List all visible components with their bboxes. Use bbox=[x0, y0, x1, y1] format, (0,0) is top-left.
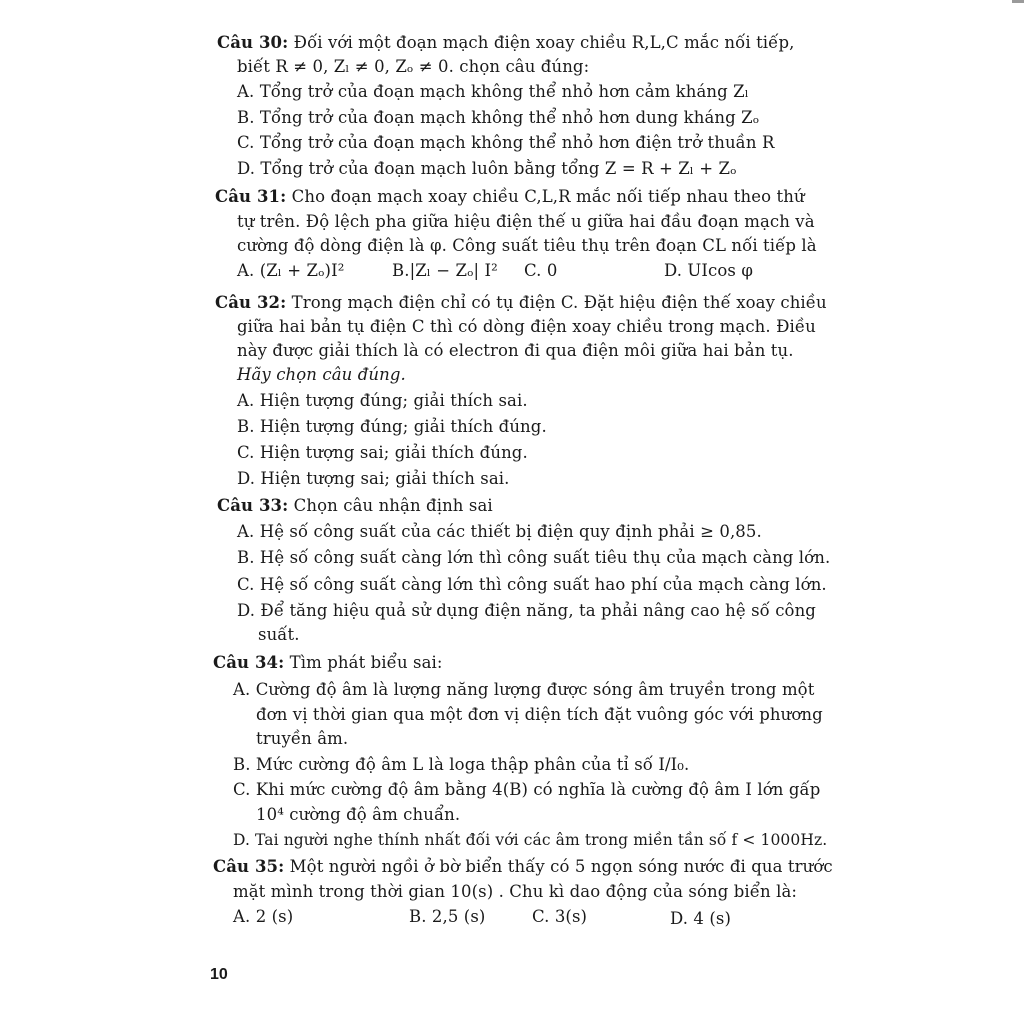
question-33-option-d: D. Để tăng hiệu quả sử dụng điện năng, ta phải nâng cao hệ số công bbox=[237, 601, 816, 620]
question-32-option-c: C. Hiện tượng sai; giải thích đúng. bbox=[237, 443, 528, 462]
question-33-line-1: Câu 33: Chọn câu nhận định sai bbox=[217, 496, 493, 515]
question-33-option-a: A. Hệ số công suất của các thiết bị điện quy định phải ≥ 0,85. bbox=[237, 522, 762, 541]
question-32-line-2: giữa hai bản tụ điện C thì có dòng điện xoay chiều trong mạch. Điều bbox=[237, 317, 816, 336]
question-34-option-c-continued: 10⁴ cường độ âm chuẩn. bbox=[256, 805, 461, 824]
question-31-option-d: D. UIcos φ bbox=[664, 261, 753, 280]
question-35-option-b: B. 2,5 (s) bbox=[409, 907, 486, 926]
question-34-line-1: Câu 34: Tìm phát biểu sai: bbox=[213, 653, 443, 672]
question-32-instruction: Hãy chọn câu đúng. bbox=[237, 365, 406, 384]
question-31-option-b: B.|Zₗ − Zₒ| I² bbox=[392, 261, 498, 280]
question-35-option-a: A. 2 (s) bbox=[233, 907, 294, 926]
question-30-option-a: A. Tổng trở của đoạn mạch không thể nhỏ hơn cảm kháng Zₗ bbox=[237, 82, 749, 101]
question-32-label: Câu 32: bbox=[215, 293, 287, 312]
question-35-line-2: mặt mình trong thời gian 10(s) . Chu kì dao động của sóng biển là: bbox=[233, 882, 798, 901]
question-33-option-c: C. Hệ số công suất càng lớn thì công suất hao phí của mạch càng lớn. bbox=[237, 575, 827, 594]
question-35-line-1: Câu 35: Một người ngồi ở bờ biển thấy có 5 ngọn sóng nước đi qua trước bbox=[213, 857, 833, 876]
question-34-option-a-continued-2: truyền âm. bbox=[256, 729, 349, 748]
question-32-line-1: Câu 32: Trong mạch điện chỉ có tụ điện C. Đặt hiệu điện thế xoay chiều bbox=[215, 293, 827, 312]
question-31-line-2: tự trên. Độ lệch pha giữa hiệu điện thế u giữa hai đầu đoạn mạch và bbox=[237, 212, 815, 231]
question-30-option-b: B. Tổng trở của đoạn mạch không thể nhỏ hơn dung kháng Zₒ bbox=[237, 108, 760, 127]
question-31-label: Câu 31: bbox=[215, 187, 287, 206]
question-34-option-d: D. Tai người nghe thính nhất đối với các âm trong miền tần số f < 1000Hz. bbox=[233, 831, 828, 849]
question-34-label: Câu 34: bbox=[213, 653, 285, 672]
question-32-option-b: B. Hiện tượng đúng; giải thích đúng. bbox=[237, 417, 547, 436]
question-30-line-2: biết R ≠ 0, Zₗ ≠ 0, Zₒ ≠ 0. chọn câu đúng: bbox=[237, 57, 590, 76]
question-35-option-d: D. 4 (s) bbox=[670, 909, 732, 928]
question-31-line-3: cường độ dòng điện là φ. Công suất tiêu thụ trên đoạn CL nối tiếp là bbox=[237, 236, 817, 255]
question-30-option-c: C. Tổng trở của đoạn mạch không thể nhỏ hơn điện trở thuần R bbox=[237, 133, 775, 152]
question-31-line-1: Câu 31: Cho đoạn mạch xoay chiều C,L,R mắc nối tiếp nhau theo thứ bbox=[215, 187, 805, 206]
question-32-option-d: D. Hiện tượng sai; giải thích sai. bbox=[237, 469, 510, 488]
question-30-line-1: Câu 30: Đối với một đoạn mạch điện xoay chiều R,L,C mắc nối tiếp, bbox=[217, 33, 795, 52]
question-30-option-d: D. Tổng trở của đoạn mạch luôn bằng tổng Z = R + Zₗ + Zₒ bbox=[237, 159, 737, 178]
corner-mark bbox=[1012, 0, 1024, 3]
question-34-option-a-continued-1: đơn vị thời gian qua một đơn vị diện tích đặt vuông góc với phương bbox=[256, 705, 823, 724]
question-33-label: Câu 33: bbox=[217, 496, 289, 515]
question-35-label: Câu 35: bbox=[213, 857, 285, 876]
question-31-option-c: C. 0 bbox=[524, 261, 558, 280]
page-number: 10 bbox=[210, 966, 228, 983]
question-32-line-3: này được giải thích là có electron đi qua điện môi giữa hai bản tụ. bbox=[237, 341, 794, 360]
question-31-option-a: A. (Zₗ + Zₒ)I² bbox=[237, 261, 345, 280]
question-34-option-a: A. Cường độ âm là lượng năng lượng được sóng âm truyền trong một bbox=[233, 680, 815, 699]
question-32-option-a: A. Hiện tượng đúng; giải thích sai. bbox=[237, 391, 528, 410]
question-34-option-b: B. Mức cường độ âm L là loga thập phân của tỉ số I/I₀. bbox=[233, 755, 690, 774]
question-30-label: Câu 30: bbox=[217, 33, 289, 52]
question-33-option-b: B. Hệ số công suất càng lớn thì công suất tiêu thụ của mạch càng lớn. bbox=[237, 548, 831, 567]
question-34-option-c: C. Khi mức cường độ âm bằng 4(B) có nghĩa là cường độ âm I lớn gấp bbox=[233, 780, 821, 799]
question-35-option-c: C. 3(s) bbox=[532, 907, 588, 926]
question-33-option-d-continued: suất. bbox=[258, 625, 300, 644]
